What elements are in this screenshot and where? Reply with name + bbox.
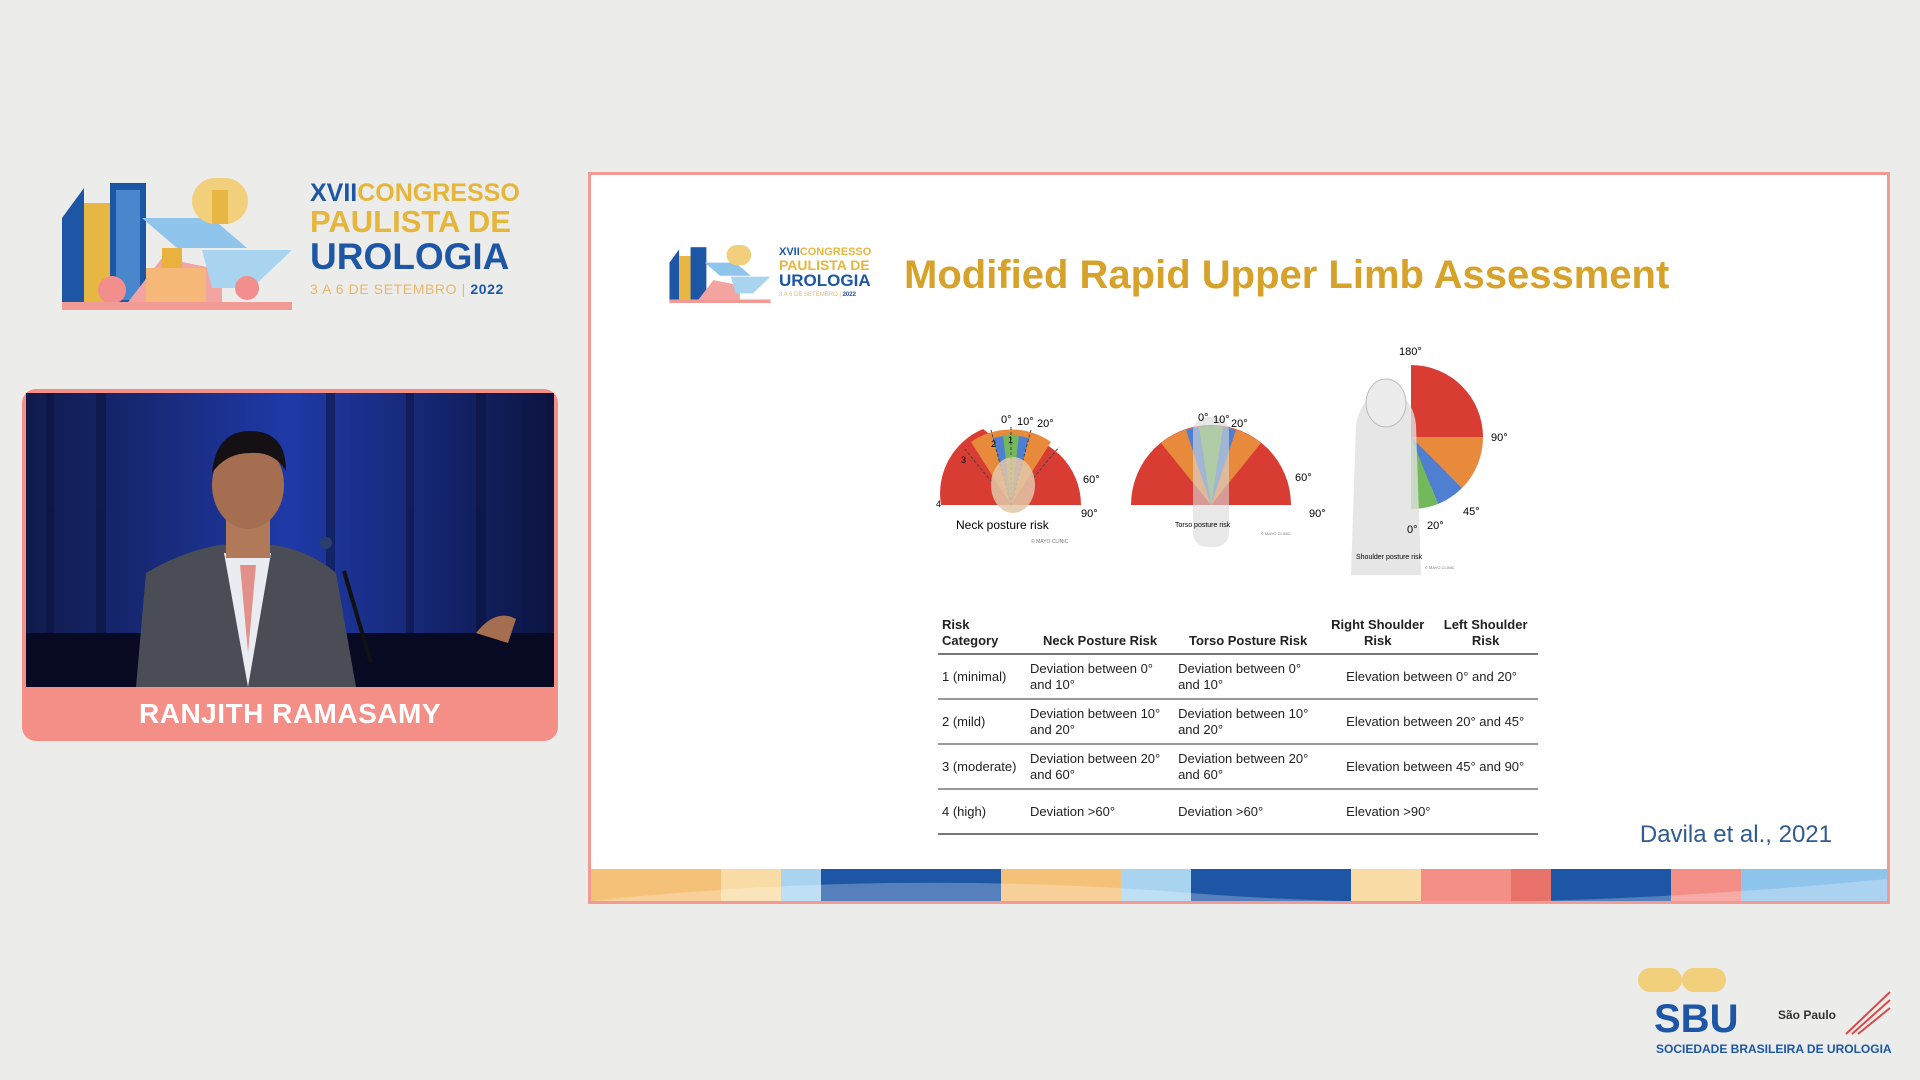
torso-caption: Torso posture risk	[1175, 522, 1231, 529]
conference-wordmark: XVIICONGRESSO PAULISTA DE UROLOGIA 3 A 6 DE SETEMBRO | 2022	[310, 180, 580, 297]
neck-deg0-label: 0°	[1001, 414, 1012, 426]
shoulder-deg90-label: 90°	[1491, 432, 1508, 444]
torso-deg60-label: 60°	[1295, 472, 1312, 484]
slide-logo-line3: UROLOGIA	[779, 271, 871, 290]
speaker-video[interactable]	[26, 393, 554, 687]
shoulder-deg20-label: 20°	[1427, 520, 1444, 532]
neck-zone-2: 2	[991, 439, 997, 449]
slide-title: Modified Rapid Upper Limb Assessment	[904, 253, 1670, 297]
conference-line3: UROLOGIA	[310, 236, 510, 277]
torso-deg20-label: 20°	[1231, 418, 1248, 430]
sbu-mark-text: SBU	[1654, 997, 1739, 1040]
table-row	[938, 789, 1538, 834]
risk-category-cell: 3 (moderate)	[938, 744, 1026, 789]
neck-zone-1: 1	[1008, 435, 1014, 445]
risk-category-cell: 1 (minimal)	[938, 654, 1026, 699]
conference-line2: PAULISTA DE	[310, 204, 511, 239]
speaker-video-panel	[22, 389, 558, 741]
slide-logo-edition: XVII	[779, 246, 800, 258]
shoulder-deg180-label: 180°	[1399, 346, 1422, 358]
city-skyline-illustration	[62, 178, 292, 310]
table-row	[938, 654, 1538, 699]
neck-credit: © MAYO CLINIC	[1031, 539, 1069, 545]
neck-risk-cell: Deviation between 10° and 20°	[1026, 699, 1174, 744]
neck-deg90-label: 90°	[1081, 508, 1098, 520]
torso-posture-diagram	[1131, 412, 1326, 547]
torso-deg10-label: 10°	[1213, 414, 1230, 426]
torso-deg90-label: 90°	[1309, 508, 1326, 520]
neck-deg60-label: 60°	[1083, 474, 1100, 486]
slide-footer-pattern	[591, 869, 1887, 901]
conference-line1: CONGRESSO	[357, 179, 520, 207]
table-row	[938, 744, 1538, 789]
shoulder-posture-diagram	[1351, 346, 1508, 575]
slide-citation: Davila et al., 2021	[1639, 821, 1832, 848]
torso-credit: © MAYO CLINIC	[1261, 531, 1291, 536]
neck-risk-cell: Deviation between 20° and 60°	[1026, 744, 1174, 789]
sp-state-icon	[1844, 990, 1892, 1036]
conference-dates: 3 A 6 DE SETEMBRO	[310, 281, 458, 297]
sbu-full-name: SOCIEDADE BRASILEIRA DE UROLOGIA	[1656, 1042, 1892, 1056]
sbu-region: São Paulo	[1778, 1008, 1837, 1022]
neck-risk-cell: Deviation >60°	[1026, 789, 1174, 834]
speaker-name-label: RANJITH RAMASAMY	[139, 698, 441, 729]
neck-deg20-label: 20°	[1037, 418, 1054, 430]
header-risk-category: Risk Category	[938, 615, 1026, 654]
presentation-slide	[588, 172, 1890, 904]
shoulder-caption: Shoulder posture risk	[1356, 554, 1423, 561]
header-torso-posture-risk: Torso Posture Risk	[1174, 615, 1322, 654]
torso-risk-cell: Deviation between 20° and 60°	[1174, 744, 1322, 789]
shoulder-deg0-label: 0°	[1407, 524, 1418, 536]
neck-posture-diagram	[936, 414, 1100, 545]
slide-conference-logo: XVIICONGRESSO PAULISTA DE UROLOGIA 3 A 6 DE SETEMBRO | 2022	[666, 245, 881, 307]
header-left-shoulder-risk: Left Shoulder Risk	[1433, 615, 1538, 654]
slide-logo-line2: PAULISTA DE	[779, 257, 870, 273]
shoulder-deg45-label: 45°	[1463, 506, 1480, 518]
posture-diagrams	[931, 335, 1551, 615]
shoulder-risk-cell: Elevation between 0° and 20°	[1322, 654, 1538, 699]
slide-logo-dates: 3 A 6 DE SETEMBRO	[779, 292, 838, 298]
torso-risk-cell: Deviation between 10° and 20°	[1174, 699, 1322, 744]
torso-risk-cell: Deviation between 0° and 10°	[1174, 654, 1322, 699]
conference-logo	[62, 178, 522, 313]
neck-zone-4: 4	[936, 499, 942, 509]
sbu-logo	[1632, 968, 1892, 1058]
neck-deg10-label: 10°	[1017, 416, 1034, 428]
neck-caption: Neck posture risk	[956, 518, 1049, 532]
risk-category-cell: 4 (high)	[938, 789, 1026, 834]
risk-table-header-row	[938, 615, 1538, 654]
conference-edition: XVII	[310, 179, 358, 207]
conference-year: 2022	[470, 281, 504, 297]
slide-logo-line1: CONGRESSO	[799, 246, 872, 258]
shoulder-risk-cell: Elevation between 45° and 90°	[1322, 744, 1538, 789]
slide-logo-year: 2022	[842, 292, 856, 298]
neck-risk-cell: Deviation between 0° and 10°	[1026, 654, 1174, 699]
shoulder-credit: © MAYO CLINIC	[1425, 565, 1455, 570]
table-row	[938, 699, 1538, 744]
risk-category-cell: 2 (mild)	[938, 699, 1026, 744]
risk-table	[938, 615, 1538, 835]
shoulder-risk-cell: Elevation >90°	[1322, 789, 1538, 834]
slide-skyline-illustration	[666, 245, 774, 303]
speaker-video-frame	[26, 393, 554, 687]
sbu-mark-icon	[1632, 968, 1772, 1040]
header-neck-posture-risk: Neck Posture Risk	[1026, 615, 1174, 654]
torso-risk-cell: Deviation >60°	[1174, 789, 1322, 834]
neck-zone-3: 3	[961, 455, 967, 465]
torso-deg0-label: 0°	[1198, 412, 1209, 424]
header-right-shoulder-risk: Right Shoulder Risk	[1322, 615, 1433, 654]
shoulder-risk-cell: Elevation between 20° and 45°	[1322, 699, 1538, 744]
